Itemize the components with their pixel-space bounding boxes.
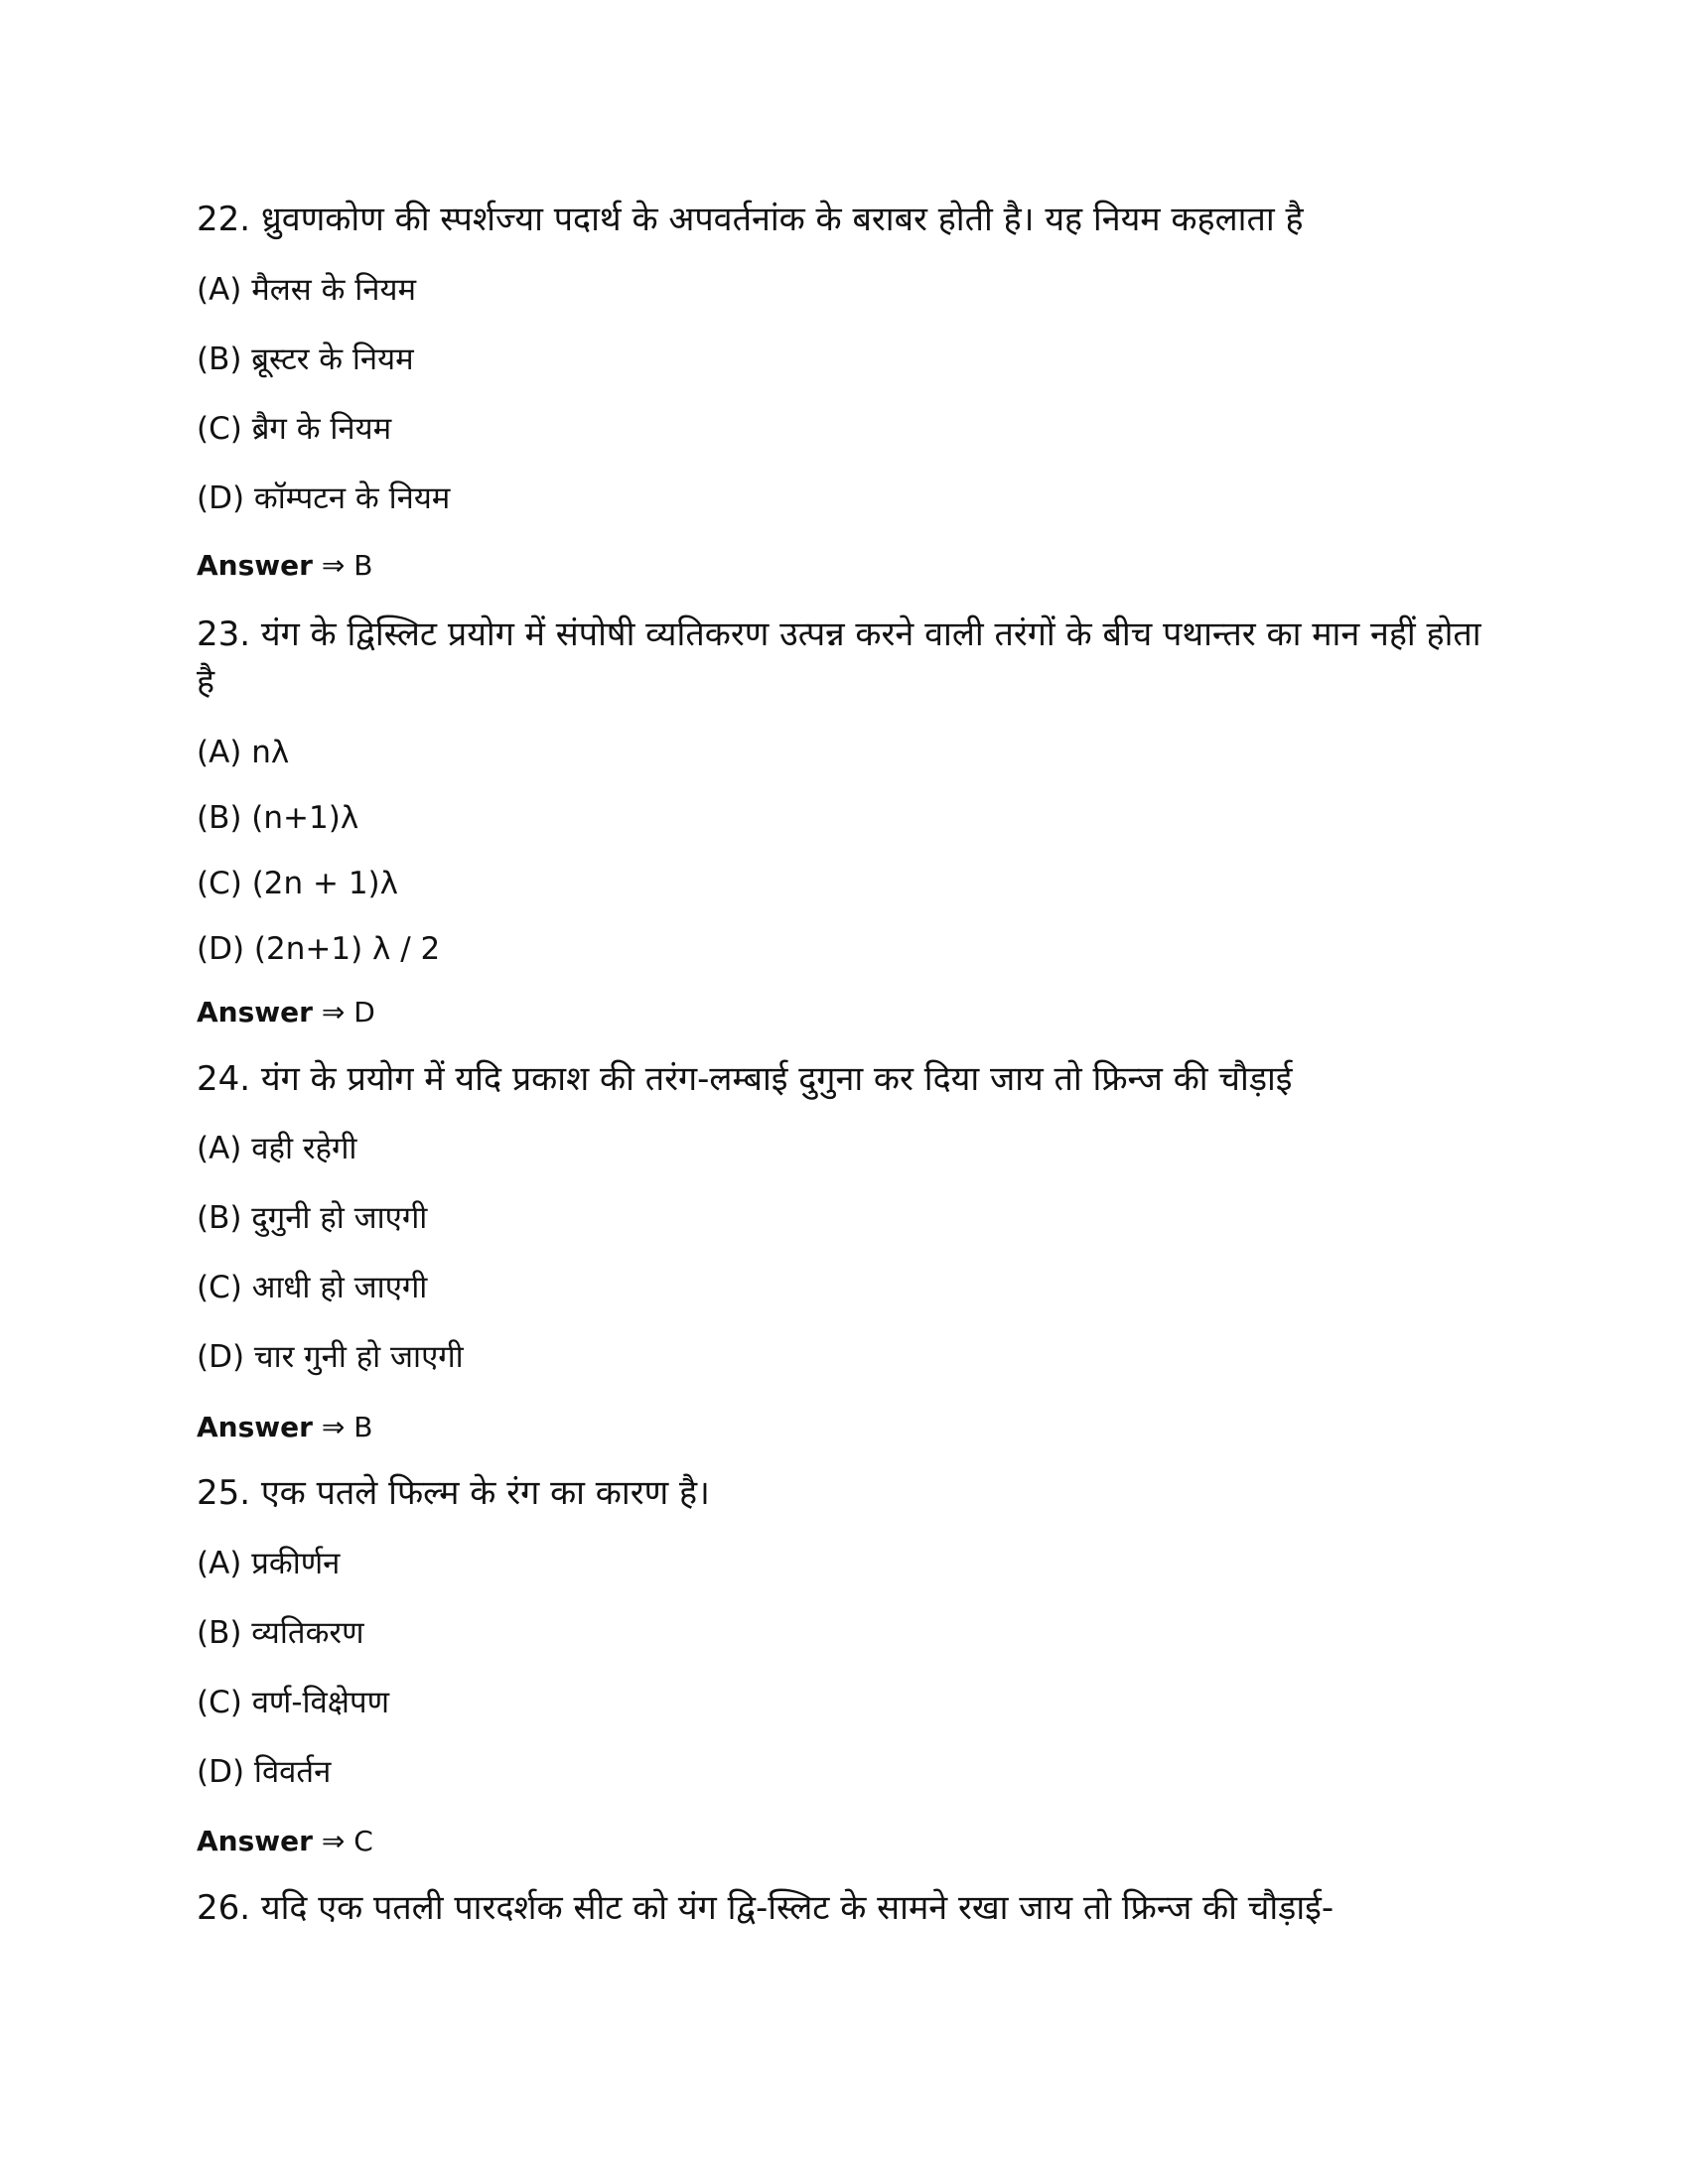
question-23-text: 23. यंग के द्विस्लिट प्रयोग में संपोषी व्यतिकरण उत्पन्न करने वाली तरंगों के बीच पथान्तर का मान नहीं होता है	[197, 614, 1481, 702]
question-25-option-c: (C) वर्ण-विक्षेपण	[197, 1685, 390, 1720]
question-22-option-b: (B) ब्रूस्टर के नियम	[197, 341, 414, 377]
answer-label: Answer	[197, 1411, 313, 1443]
answer-value: ⇒ C	[321, 1825, 373, 1857]
answer-value: ⇒ B	[321, 1411, 373, 1443]
question-25-option-d: (D) विवर्तन	[197, 1754, 332, 1790]
answer-value: ⇒ B	[321, 549, 373, 582]
question-25-option-b: (B) व्यतिकरण	[197, 1615, 364, 1651]
question-23-option-d: (D) (2n+1) λ / 2	[197, 931, 441, 967]
question-26-text: 26. यदि एक पतली पारदर्शक सीट को यंग द्वि-स्लिट के सामने रखा जाय तो फ्रिन्ज की चौड़ाई-	[197, 1888, 1335, 1928]
answer-label: Answer	[197, 549, 313, 582]
question-23-answer	[197, 993, 1487, 1032]
answer-label: Answer	[197, 1825, 313, 1857]
question-24-option-c: (C) आधी हो जाएगी	[197, 1270, 428, 1305]
question-25-option-a: (A) प्रकीर्णन	[197, 1546, 341, 1581]
question-24-option-d: (D) चार गुनी हो जाएगी	[197, 1339, 464, 1375]
question-22-text: 22. ध्रुवणकोण की स्पर्शज्या पदार्थ के अपवर्तनांक के बराबर होती है। यह नियम कहलाता है	[197, 200, 1304, 239]
question-24-option-b: (B) दुगुनी हो जाएगी	[197, 1200, 428, 1236]
question-24-option-a: (A) वही रहेगी	[197, 1131, 357, 1166]
question-23-option-a: (A) nλ	[197, 735, 290, 770]
question-22-option-d: (D) कॉम्पटन के नियम	[197, 480, 451, 516]
question-24-answer	[197, 1408, 1487, 1447]
question-23-option-b: (B) (n+1)λ	[197, 800, 359, 836]
question-23-option-c: (C) (2n + 1)λ	[197, 866, 398, 901]
answer-label: Answer	[197, 996, 313, 1028]
question-25-answer	[197, 1822, 1487, 1861]
question-22-option-a: (A) मैलस के नियम	[197, 272, 417, 308]
question-22-answer	[197, 546, 1487, 586]
question-25-text: 25. एक पतले फिल्म के रंग का कारण है।	[197, 1473, 710, 1513]
question-24-text: 24. यंग के प्रयोग में यदि प्रकाश की तरंग-लम्बाई दुगुना कर दिया जाय तो फ्रिन्ज की चौड़ाई	[197, 1059, 1293, 1099]
answer-value: ⇒ D	[321, 996, 375, 1028]
question-22-option-c: (C) ब्रैग के नियम	[197, 411, 392, 447]
